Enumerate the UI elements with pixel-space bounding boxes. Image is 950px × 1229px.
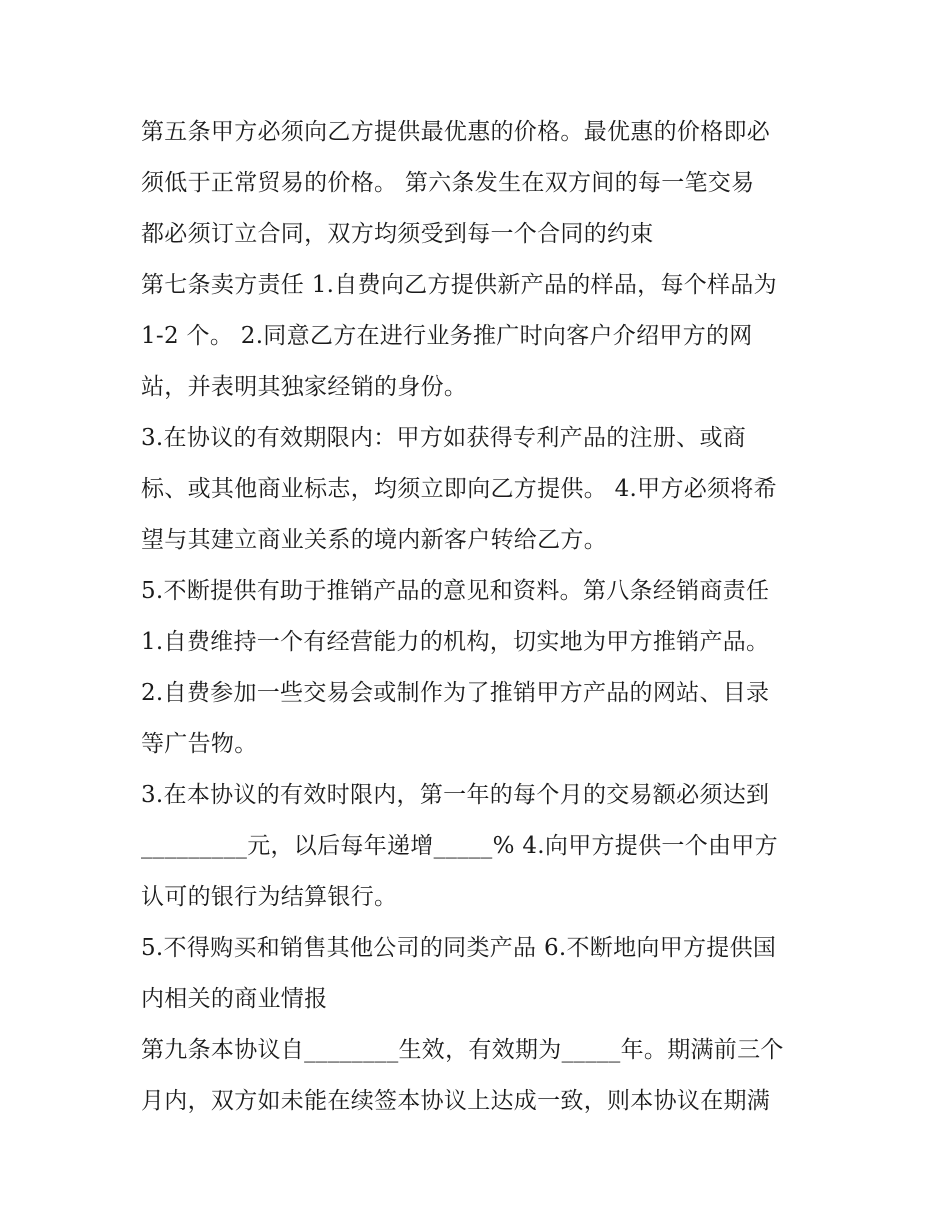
text-line: 望与其建立商业关系的境内新客户转给乙方。 xyxy=(141,527,607,553)
text-line: 都必须订立合同，双方均须受到每一个合同的约束 xyxy=(141,221,654,247)
text-line: 1.自费维持一个有经营能力的机构，切实地为甲方推销产品。 xyxy=(141,629,770,655)
text-line: 3.在本协议的有效时限内，第一年的每个月的交易额必须达到 xyxy=(141,782,770,808)
text-line: 2.自费参加一些交易会或制作为了推销甲方产品的网站、目录 xyxy=(141,680,770,706)
text-line: 月内，双方如未能在续签本协议上达成一致，则本协议在期满 xyxy=(141,1088,771,1114)
text-line: _________元，以后每年递增_____% 4.向甲方提供一个由甲方 xyxy=(141,833,778,859)
text-line: 标、或其他商业标志，均须立即向乙方提供。 4.甲方必须将希 xyxy=(141,476,777,502)
text-line: 第五条甲方必须向乙方提供最优惠的价格。最优惠的价格即必 xyxy=(141,119,771,145)
text-line: 认可的银行为结算银行。 xyxy=(141,884,398,910)
text-line: 第九条本协议自________生效，有效期为_____年。期满前三个 xyxy=(141,1037,784,1063)
text-line: 5.不断提供有助于推销产品的意见和资料。第八条经销商责任 xyxy=(141,578,770,604)
text-line: 站，并表明其独家经销的身份。 xyxy=(141,374,468,400)
document-body xyxy=(141,107,821,1127)
text-line: 等广告物。 xyxy=(141,731,258,757)
text-line: 第七条卖方责任 1.自费向乙方提供新产品的样品，每个样品为 xyxy=(141,272,777,298)
text-line: 内相关的商业情报 xyxy=(141,986,328,1012)
text-line: 1-2 个。 2.同意乙方在进行业务推广时向客户介绍甲方的网 xyxy=(141,323,753,349)
text-line: 须低于正常贸易的价格。 第六条发生在双方间的每一笔交易 xyxy=(141,170,755,196)
text-line: 5.不得购买和销售其他公司的同类产品 6.不断地向甲方提供国 xyxy=(141,935,777,961)
text-line: 3.在协议的有效期限内：甲方如获得专利产品的注册、或商 xyxy=(141,425,747,451)
